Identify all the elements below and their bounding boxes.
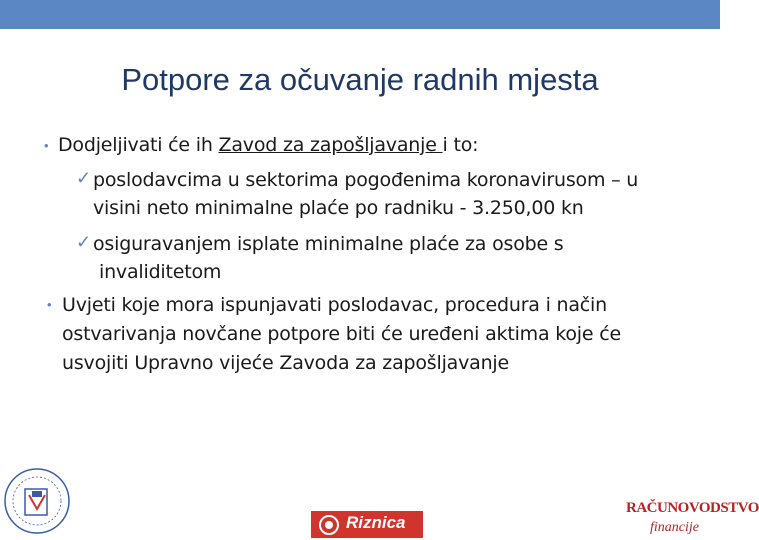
top-accent-bar <box>0 0 720 29</box>
sub-2-line-2: invaliditetom <box>99 261 222 283</box>
institution-seal-logo <box>3 465 71 537</box>
checkmark-icon: ✓ <box>76 232 92 252</box>
bullet-1-text <box>58 134 478 156</box>
slide-title: Potpore za očuvanje radnih mjesta <box>121 62 599 97</box>
sub-1-line-1: poslodavcima u sektorima pogođenima koronavirusom – u <box>93 169 639 191</box>
bullet-2-line-2: ostvarivanja novčane potpore biti će uređeni aktima koje će <box>62 323 621 345</box>
bullet-1-suffix: i to: <box>442 134 479 156</box>
bullet-1-prefix: Dodjeljivati će ih <box>58 134 219 156</box>
riznica-logo-text: Riznica <box>346 513 406 532</box>
checkmark-icon: ✓ <box>76 168 92 188</box>
bullet-2-line-3: usvojiti Upravno vijeće Zavoda za zapošljavanje <box>62 352 509 374</box>
bullet-2-line-1: Uvjeti koje mora ispunjavati poslodavac, procedura i način <box>62 294 607 316</box>
financije-logo-text: financije <box>650 520 699 535</box>
bullet-marker: • <box>44 138 49 153</box>
sub-2-line-1: osiguravanjem isplate minimalne plaće za osobe s <box>93 233 564 255</box>
racunovodstvo-logo-text: RAČUNOVODSTVO <box>626 500 759 516</box>
riznica-emblem-icon <box>318 514 340 536</box>
bullet-marker: • <box>47 297 52 312</box>
bullet-1-link: Zavod za zapošljavanje <box>218 134 443 156</box>
sub-1-line-2: visini neto minimalne plaće po radniku - 3.250,00 kn <box>93 197 584 219</box>
